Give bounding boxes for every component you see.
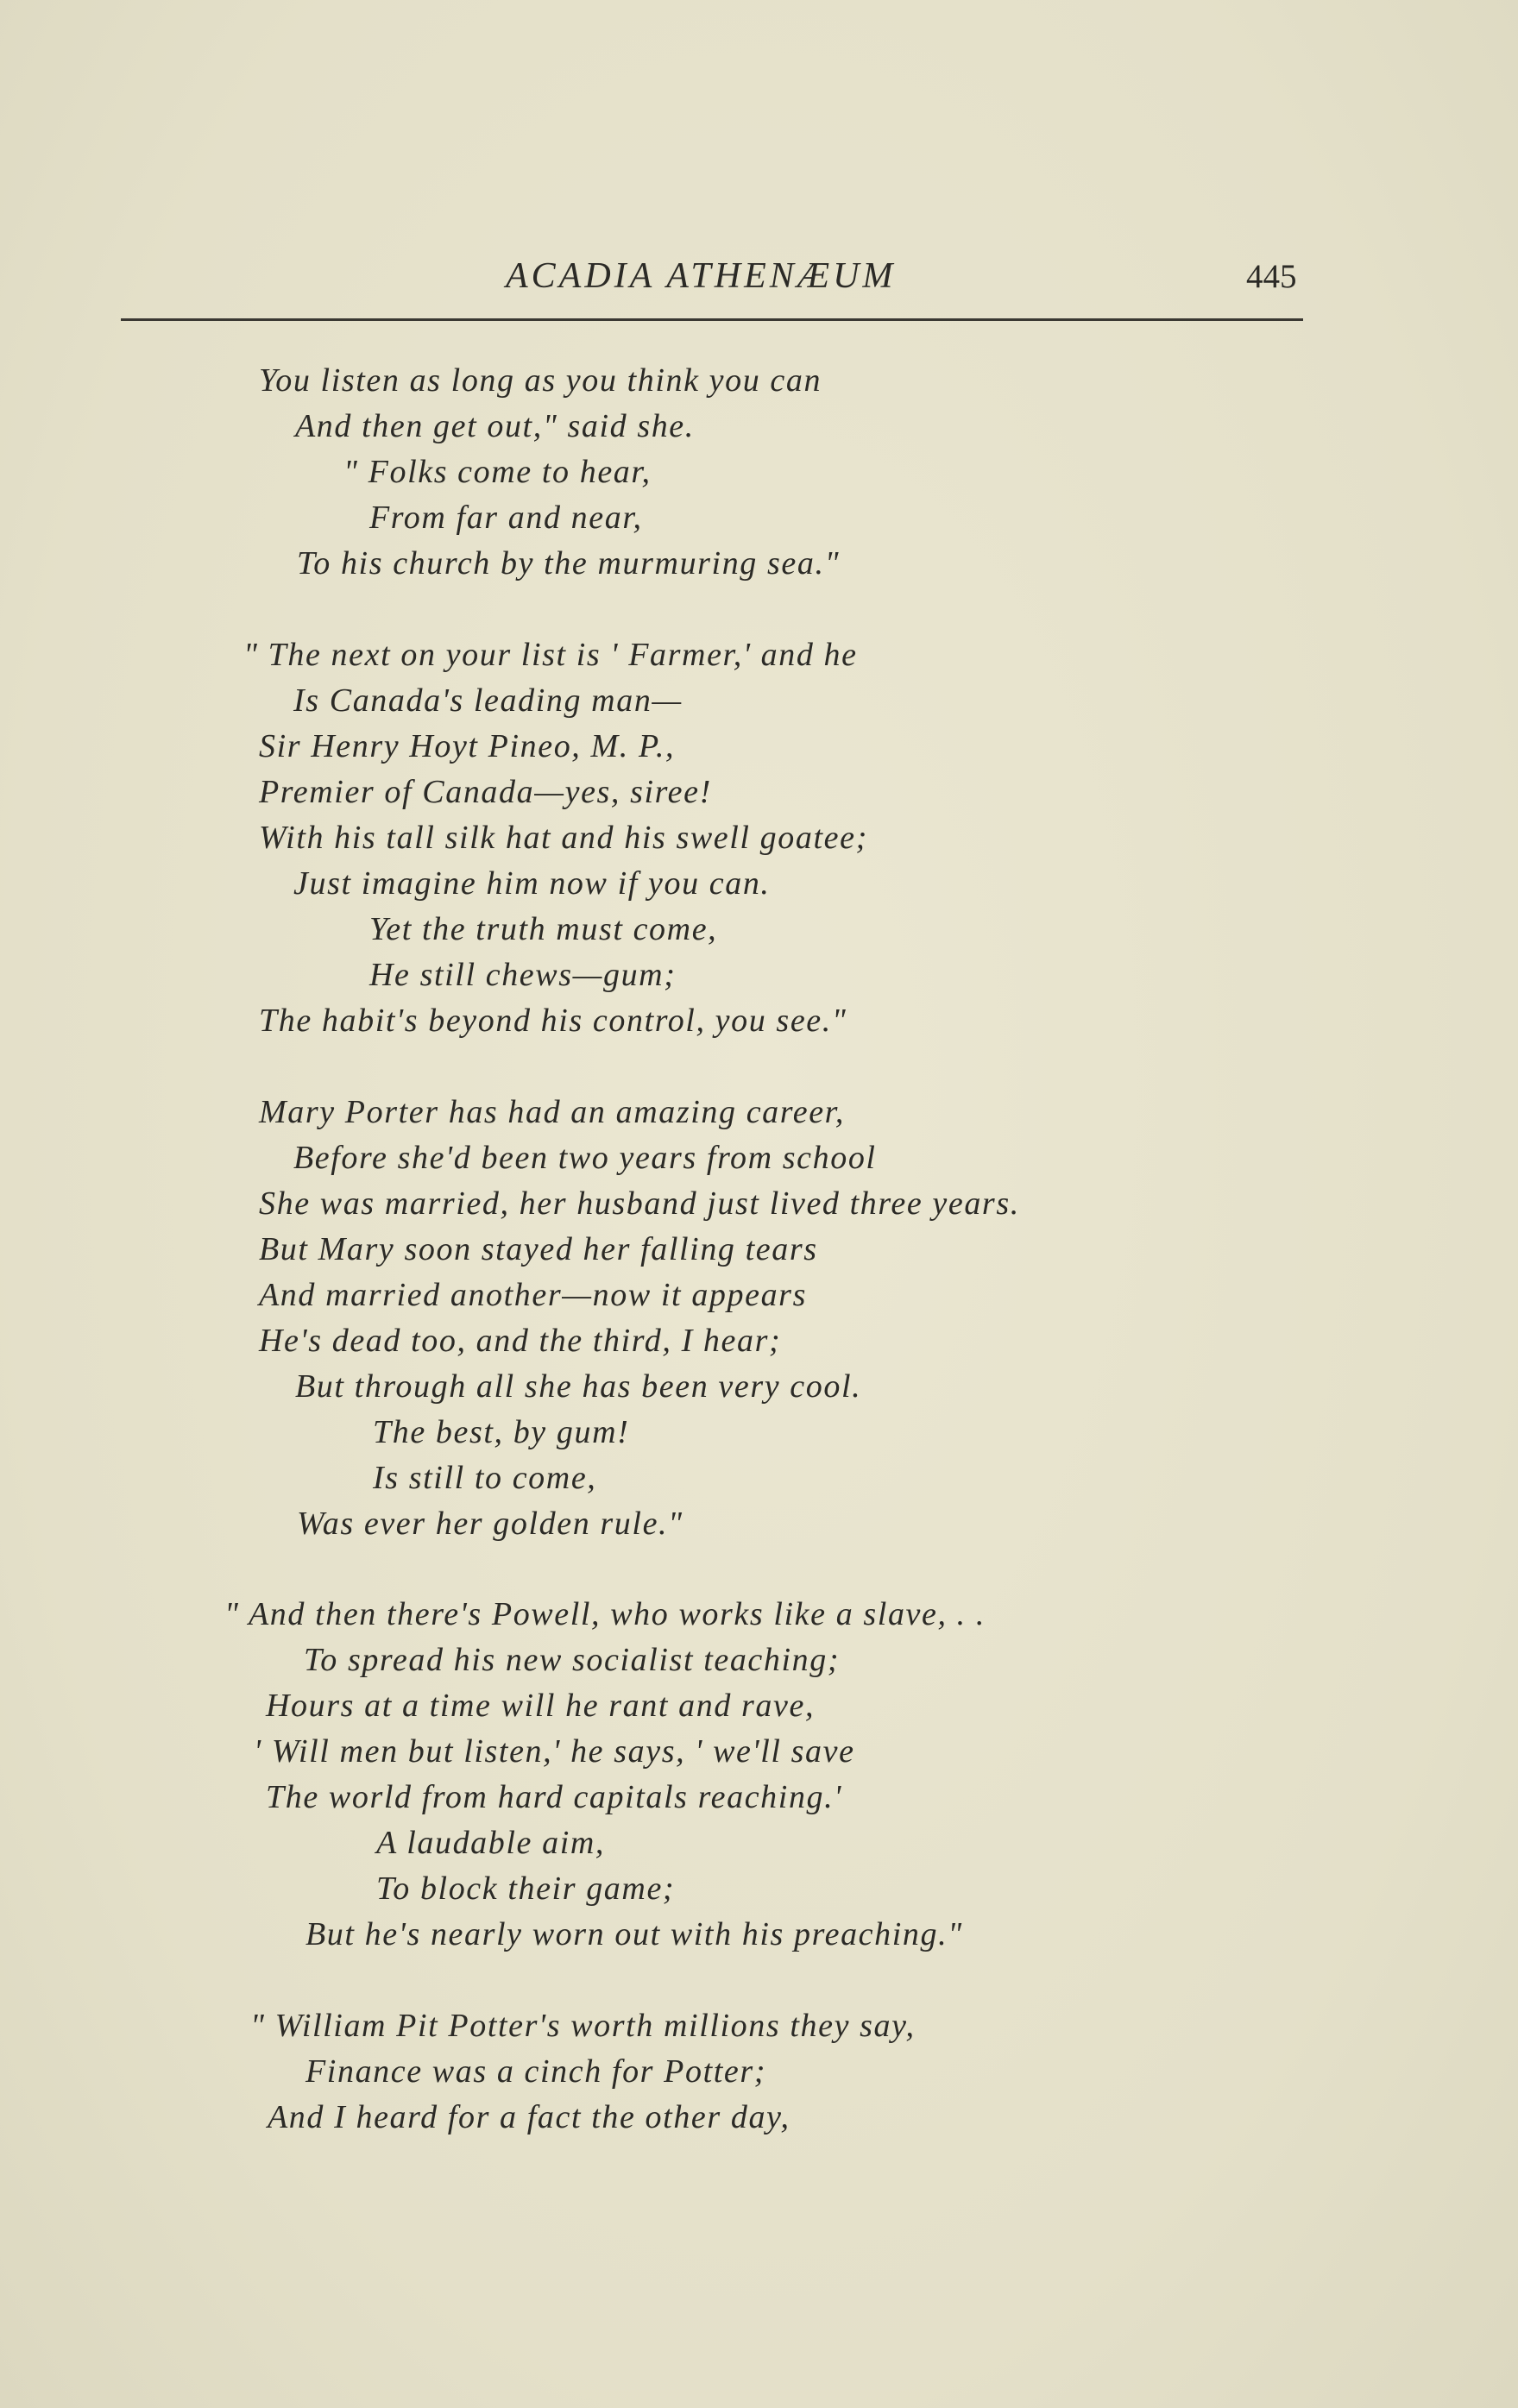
poem-line: " Folks come to hear, (343, 454, 652, 490)
poem-line: ' Will men but listen,' he says, ' we'll save (254, 1733, 855, 1770)
poem-line: " William Pit Potter's worth millions they say, (250, 2008, 916, 2044)
poem-line: Yet the truth must come, (369, 911, 718, 947)
poem-line: But Mary soon stayed her falling tears (259, 1231, 818, 1267)
poem-line: To his church by the murmuring sea." (297, 545, 841, 582)
poem-line: Premier of Canada—yes, siree! (259, 774, 712, 810)
poem-line: But through all she has been very cool. (295, 1368, 862, 1405)
poem-line: He's dead too, and the third, I hear; (259, 1323, 782, 1359)
poem-line: The best, by gum! (373, 1414, 630, 1450)
poem-line: Is Canada's leading man— (293, 682, 683, 719)
poem-line: The world from hard capitals reaching.' (266, 1779, 842, 1815)
poem-line: Before she'd been two years from school (293, 1140, 877, 1176)
poem-line: To spread his new socialist teaching; (304, 1642, 841, 1678)
poem-line: " The next on your list is ' Farmer,' and he (243, 637, 858, 673)
poem-line: And married another—now it appears (259, 1277, 807, 1313)
poem-line: Mary Porter has had an amazing career, (259, 1094, 845, 1130)
poem-line: From far and near, (369, 500, 643, 536)
poem-line: Just imagine him now if you can. (293, 865, 771, 902)
poem-line: Sir Henry Hoyt Pineo, M. P., (259, 728, 676, 764)
journal-title: ACADIA ATHENÆUM (506, 256, 897, 296)
poem-line: And I heard for a fact the other day, (268, 2099, 790, 2135)
poem-line: Finance was a cinch for Potter; (305, 2053, 767, 2090)
poem-line: " And then there's Powell, who works like a slave, . . (224, 1596, 986, 1632)
poem-line: But he's nearly worn out with his preaching." (305, 1916, 963, 1952)
poem-line: Hours at a time will he rant and rave, (266, 1688, 816, 1724)
poem-line: With his tall silk hat and his swell goatee; (259, 820, 868, 856)
poem-line: He still chews—gum; (369, 957, 677, 993)
poem-line: She was married, her husband just lived three years. (259, 1185, 1020, 1222)
poem-line: Is still to come, (373, 1460, 597, 1496)
poem-line: You listen as long as you think you can (259, 362, 822, 399)
poem-line: To block their game; (376, 1870, 676, 1907)
poem-line: The habit's beyond his control, you see." (259, 1003, 847, 1039)
page-number: 445 (1246, 258, 1297, 295)
poem-line: A laudable aim, (376, 1825, 606, 1861)
poem-line: Was ever her golden rule." (297, 1506, 683, 1542)
poem-line: And then get out," said she. (295, 408, 695, 444)
